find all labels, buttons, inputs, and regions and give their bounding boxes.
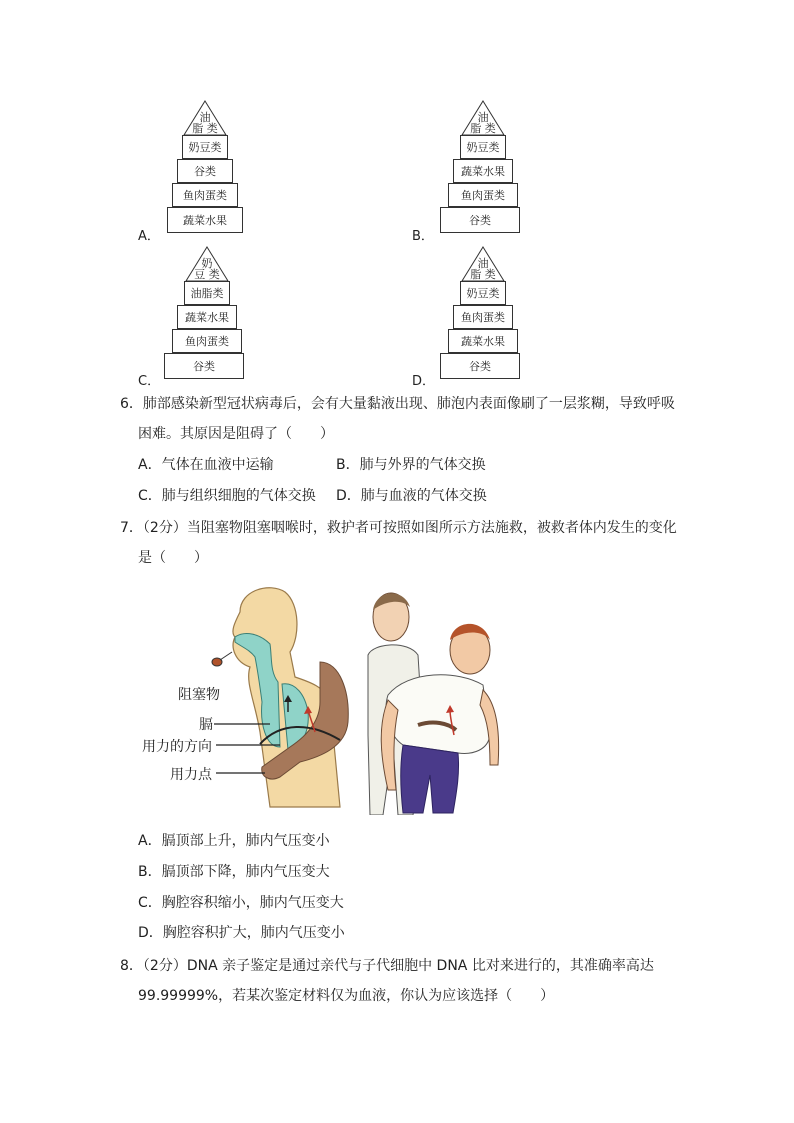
question-8-text-line2: 99.99999%，若某次鉴定材料仅为血液，你认为应该选择（ ）: [138, 988, 555, 1004]
pyramid-level-4: 谷类: [440, 207, 520, 233]
pyramid-level-1: 奶豆类: [460, 135, 506, 159]
heimlich-rescue-illustration: [358, 585, 508, 815]
figure-label-leaders: [200, 718, 310, 808]
question-7-text-line1: 7．（2分）当阻塞物阻塞咽喉时，救护者可按照如图所示方法施救，被救者体内发生的变化: [120, 520, 677, 536]
pyramid-cap-bottom: 脂 类: [470, 122, 496, 135]
label-diaphragm: 膈: [199, 717, 213, 733]
question-6-option-b: B．肺与外界的气体交换: [336, 457, 486, 473]
question-6-option-c: C．肺与组织细胞的气体交换: [138, 488, 316, 504]
question-6-text-line2: 困难。其原因是阻碍了（ ）: [138, 426, 334, 442]
pyramid-level-2: 蔬菜水果: [177, 305, 237, 329]
pyramid-level-3: 鱼肉蛋类: [448, 183, 518, 207]
pyramid-cap-top: 油: [477, 257, 489, 270]
pyramid-level-2: 谷类: [177, 159, 233, 183]
question-6-option-d: D．肺与血液的气体交换: [336, 488, 487, 504]
option-letter-a: A．: [138, 229, 160, 244]
question-7-option-d: D．胸腔容积扩大，肺内气压变小: [138, 925, 345, 941]
pyramid-level-4: 蔬菜水果: [167, 207, 243, 233]
pyramid-level-3: 蔬菜水果: [448, 329, 518, 353]
pyramid-level-4: 谷类: [164, 353, 244, 379]
pyramid-cap-top: 油: [199, 111, 211, 124]
pyramid-level-3: 鱼肉蛋类: [172, 183, 238, 207]
label-obstruction: 阻塞物: [178, 687, 220, 703]
pyramid-cap-bottom: 脂 类: [192, 122, 218, 135]
pyramid-cap-bottom: 脂 类: [470, 268, 496, 281]
question-8-text-line1: 8．（2分）DNA 亲子鉴定是通过亲代与子代细胞中 DNA 比对来进行的，其准确率高达: [120, 958, 654, 974]
pyramid-cap-top: 油: [477, 111, 489, 124]
question-7-option-c: C．胸腔容积缩小，肺内气压变大: [138, 895, 344, 911]
pyramid-level-1: 油脂类: [184, 281, 230, 305]
pyramid-level-2: 鱼肉蛋类: [453, 305, 513, 329]
pyramid-level-4: 谷类: [440, 353, 520, 379]
option-letter-c: C．: [138, 374, 161, 389]
question-6-option-a: A．气体在血液中运输: [138, 457, 274, 473]
question-7-option-a: A．膈顶部上升，肺内气压变小: [138, 833, 330, 849]
pyramid-cap-top: 奶: [201, 257, 213, 270]
label-force-point: 用力点: [170, 767, 212, 783]
question-6-text-line1: 6．肺部感染新型冠状病毒后，会有大量黏液出现、肺泡内表面像刷了一层浆糊，导致呼吸: [120, 396, 675, 412]
label-force-direction: 用力的方向: [142, 739, 212, 755]
option-letter-b: B．: [412, 229, 434, 244]
pyramid-level-1: 奶豆类: [460, 281, 506, 305]
pyramid-level-2: 蔬菜水果: [453, 159, 513, 183]
question-7-text-line2: 是（ ）: [138, 550, 208, 566]
pyramid-cap-bottom: 豆 类: [194, 268, 220, 281]
pyramid-level-1: 奶豆类: [182, 135, 228, 159]
question-7-option-b: B．膈顶部下降，肺内气压变大: [138, 864, 330, 880]
pyramid-level-3: 鱼肉蛋类: [172, 329, 242, 353]
option-letter-d: D．: [412, 374, 436, 389]
